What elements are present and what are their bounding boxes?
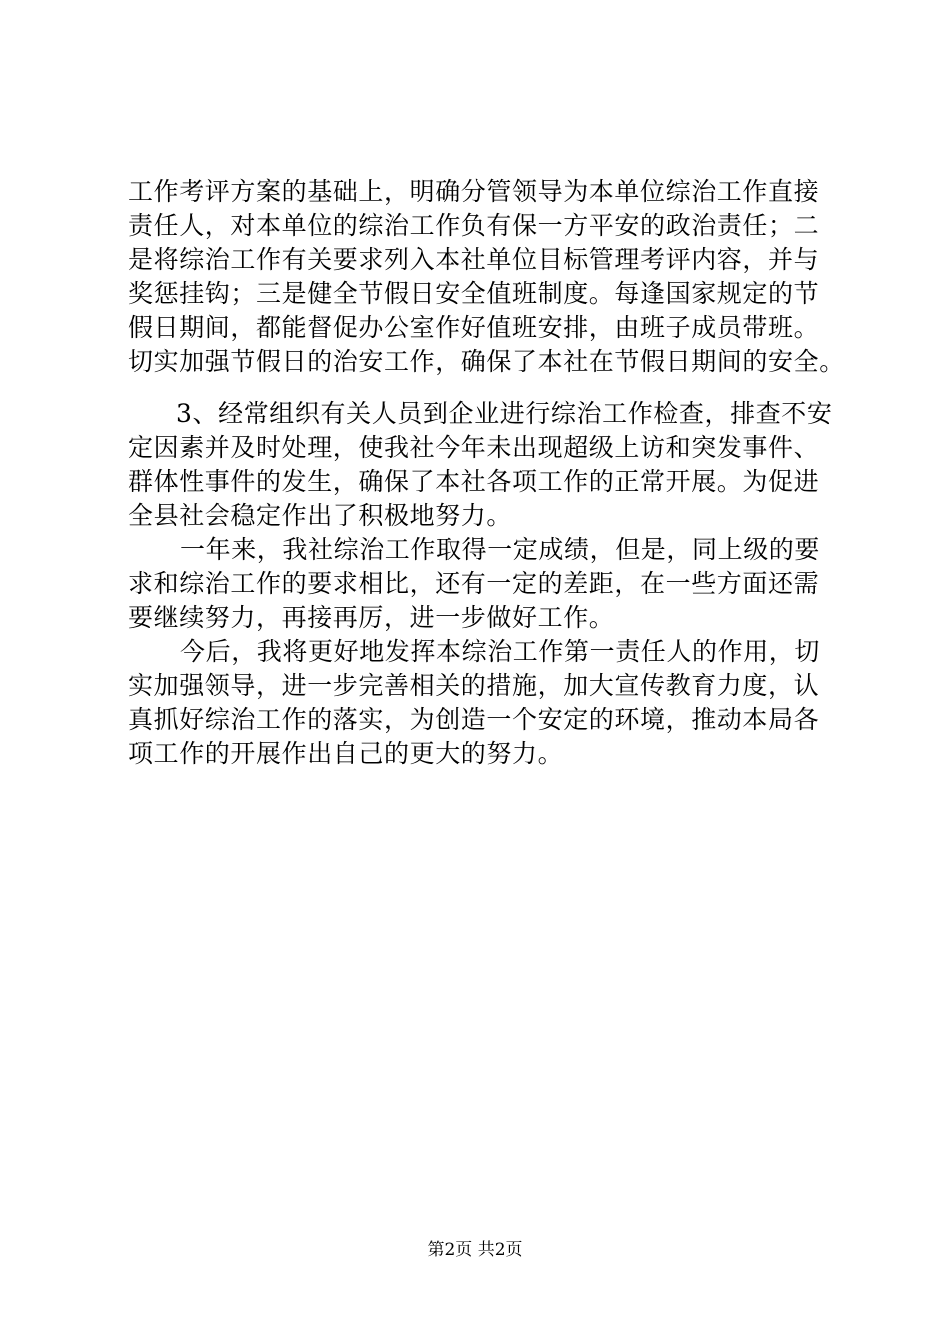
page-footer: 第2页 共2页 [427,1240,523,1260]
paragraph-line: 求和综治工作的要求相比，还有一定的差距，在一些方面还需 [128,569,820,598]
paragraph-line: 今后，我将更好地发挥本综治工作第一责任人的作用，切 [180,637,821,666]
paragraph-line: 是将综治工作有关要求列入本社单位目标管理考评内容，并与 [128,245,820,274]
paragraph-line: 工作考评方案的基础上，明确分管领导为本单位综治工作直接 [128,177,820,206]
paragraph-line: 要继续努力，再接再厉，进一步做好工作。 [128,603,615,632]
paragraph-line: 奖惩挂钩；三是健全节假日安全值班制度。每逢国家规定的节 [128,279,820,308]
paragraph-line: 切实加强节假日的治安工作，确保了本社在节假日期间的安全。 [128,347,845,376]
paragraph-line: 项工作的开展作出自己的更大的努力。 [128,739,564,768]
paragraph-line: 实加强领导，进一步完善相关的措施，加大宣传教育力度，认 [128,671,820,700]
paragraph-line: 假日期间，都能督促办公室作好值班安排，由班子成员带班。 [128,313,820,342]
paragraph-line: 全县社会稳定作出了积极地努力。 [128,501,513,530]
paragraph-line: 群体性事件的发生，确保了本社各项工作的正常开展。为促进 [128,467,820,496]
paragraph-line: 一年来，我社综治工作取得一定成绩，但是，同上级的要 [180,535,821,564]
paragraph-line: 责任人，对本单位的综治工作负有保一方平安的政治责任；二 [128,211,820,240]
paragraph-line: 3、经常组织有关人员到企业进行综治工作检查，排查不安 [176,399,833,428]
paragraph-line: 定因素并及时处理，使我社今年未出现超级上访和突发事件、 [128,433,820,462]
paragraph-line: 真抓好综治工作的落实，为创造一个安定的环境，推动本局各 [128,705,820,734]
